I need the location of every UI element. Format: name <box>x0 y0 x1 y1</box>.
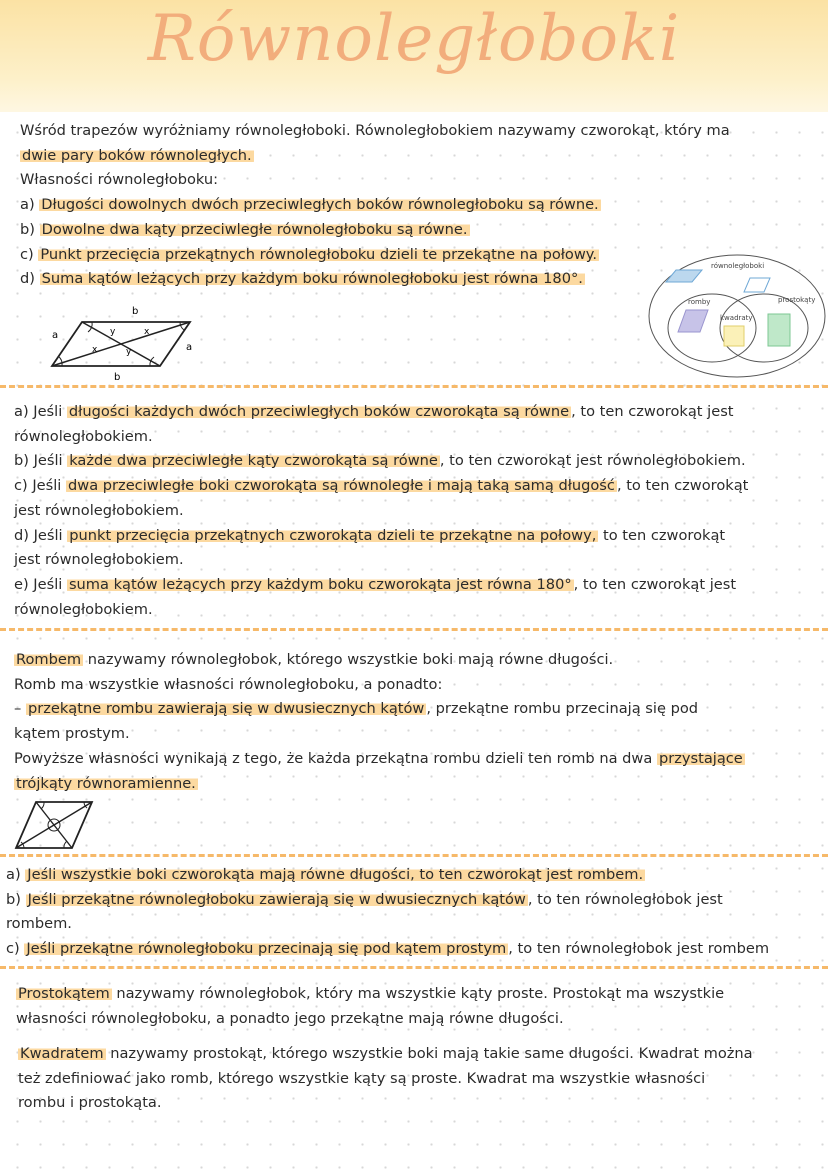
rhombus-conditions: a) Jeśli wszystkie boki czworokąta mają równe długości, to ten czworokąt jest rombem. b) Jeśli przekątne równoległoboku zawierają się w dwusiecznych kątów , to ten równoległobok jest rombem. c) Jeśli przekątne równoległoboku przecinają się pod kątem prostym , to ten równoległobok jest rombem <box>6 863 769 962</box>
rhombus-condition-c: c) Jeśli przekątne równoległoboku przecinają się pod kątem prostym , to ten równoległobok jest rombem <box>6 940 770 958</box>
parallelogram-conditions: a) Jeśli długości każdych dwóch przeciwległych boków czworokąta są równe , to ten czworokąt jest równoległobokiem. b) Jeśli każde dwa przeciwległe kąty czworokąta są równe , to ten czworokąt jest równoległobokiem. c) Jeśli dwa przeciwległe boki czworokąta są równoległe i mają taką samą długość , to ten czworokąt jest równoległobokiem. d) Jeśli punkt przecięcia przekątnych czworokąta dzieli te przekątne na połowy, to ten czworokąt jest równoległobokiem. e) Jeśli suma kątów leżących przy każdym boku czworokąta jest równa 180° , to ten czworokąt jest równoległobokiem. <box>14 400 748 622</box>
venn-label-rectangles: prostokąty <box>778 296 816 304</box>
section-divider <box>0 966 828 969</box>
square-section: Kwadratem nazywamy prostokąt, którego wszystkie boki mają takie same długości. Kwadrat można też zdefiniować jako romb, którego wszystkie kąty są proste. Kwadrat ma wszystkie własności rombu i prostokąta. <box>18 1045 753 1112</box>
label-angle-y: y <box>126 347 132 357</box>
section-divider <box>0 628 828 631</box>
rhombus-section: Rombem nazywamy równoległobok, którego wszystkie boki mają równe długości. Romb ma wszystkie własności równoległoboku, a ponadto: – przekątne rombu zawierają się w dwusiecznych kątów , przekątne rombu przecinają się pod kątem prostym. Powyższe własności wynikają z tego, że każda przekątna rombu dzieli ten romb na dwa przystające trójkąty równoramienne. <box>14 651 743 792</box>
venn-label-parallelograms: równoległoboki <box>711 262 765 270</box>
venn-square-shape <box>724 326 744 346</box>
intro-line: Wśród trapezów wyróżniamy równoległoboki. Równoległobokiem nazywamy czworokąt, który ma <box>20 122 730 139</box>
venn-diagram <box>646 252 828 380</box>
property-c: c) Punkt przecięcia przekątnych równoległoboku dzieli te przekątne na połowy. <box>20 245 597 263</box>
rhombus-term: Rombem <box>16 651 82 668</box>
rectangle-term: Prostokątem <box>18 985 110 1002</box>
intro-highlight: dwie pary boków równoległych. <box>22 146 252 164</box>
label-angle-x: x <box>92 345 98 355</box>
rectangle-section: Prostokątem nazywamy równoległobok, który ma wszystkie kąty proste. Prostokąt ma wszystkie własności równoległoboku, a ponadto jego przekątne mają równe długości. <box>16 985 725 1027</box>
condition-a: a) Jeśli długości każdych dwóch przeciwległych boków czworokąta są równe , to ten czworokąt jest <box>14 403 734 420</box>
label-side-b-bottom: b <box>114 372 121 383</box>
section-divider <box>0 385 828 388</box>
label-side-b-top: b <box>132 306 139 317</box>
condition-c: c) Jeśli dwa przeciwległe boki czworokąta są równoległe i mają taką samą długość , to ten czworokąt <box>14 477 749 495</box>
condition-b: b) Jeśli każde dwa przeciwległe kąty czworokąta są równe , to ten czworokąt jest równoległobokiem. <box>14 452 746 470</box>
page-title: Równoległoboki <box>147 2 681 76</box>
angle-arc <box>41 802 44 809</box>
label-angle-x: x <box>144 327 150 337</box>
label-angle-y: y <box>110 327 116 337</box>
condition-e: e) Jeśli suma kątów leżących przy każdym boku czworokąta jest równa 180° , to ten czworokąt jest <box>14 575 737 593</box>
header-banner <box>0 0 828 112</box>
rhombus-diagonal-2 <box>16 802 92 848</box>
parallelogram-figure <box>44 300 200 386</box>
angle-arc <box>64 841 67 848</box>
rhombus-condition-b: b) Jeśli przekątne równoległoboku zawierają się w dwusiecznych kątów , to ten równoległobok jest <box>6 890 723 908</box>
square-term: Kwadratem <box>20 1045 104 1062</box>
properties-heading: Własności równoległoboku: <box>20 171 219 189</box>
property-b: b) Dowolne dwa kąty przeciwległe równoległoboku są równe. <box>20 220 468 238</box>
intro-section <box>20 119 730 292</box>
diagonal-2 <box>52 322 193 366</box>
label-side-a-right: a <box>186 342 193 353</box>
angle-arc <box>180 322 184 330</box>
property-a: a) Długości dowolnych dwóch przeciwległych boków równoległoboku są równe. <box>20 196 599 214</box>
section-divider <box>0 854 828 857</box>
rhombus-condition-a: a) Jeśli wszystkie boki czworokąta mają równe długości, to ten czworokąt jest rombem. <box>6 866 644 883</box>
rhombus-figure <box>12 798 96 854</box>
venn-rectangle-shape <box>768 314 790 346</box>
venn-label-squares: kwadraty <box>720 314 753 322</box>
condition-d: d) Jeśli punkt przecięcia przekątnych czworokąta dzieli te przekątne na połowy, to ten czworokąt <box>14 526 726 544</box>
venn-label-rhombi: romby <box>688 298 711 306</box>
property-d: d) Suma kątów leżących przy każdym boku równoległoboku jest równa 180°. <box>20 270 583 288</box>
label-side-a-left: a <box>52 330 59 341</box>
